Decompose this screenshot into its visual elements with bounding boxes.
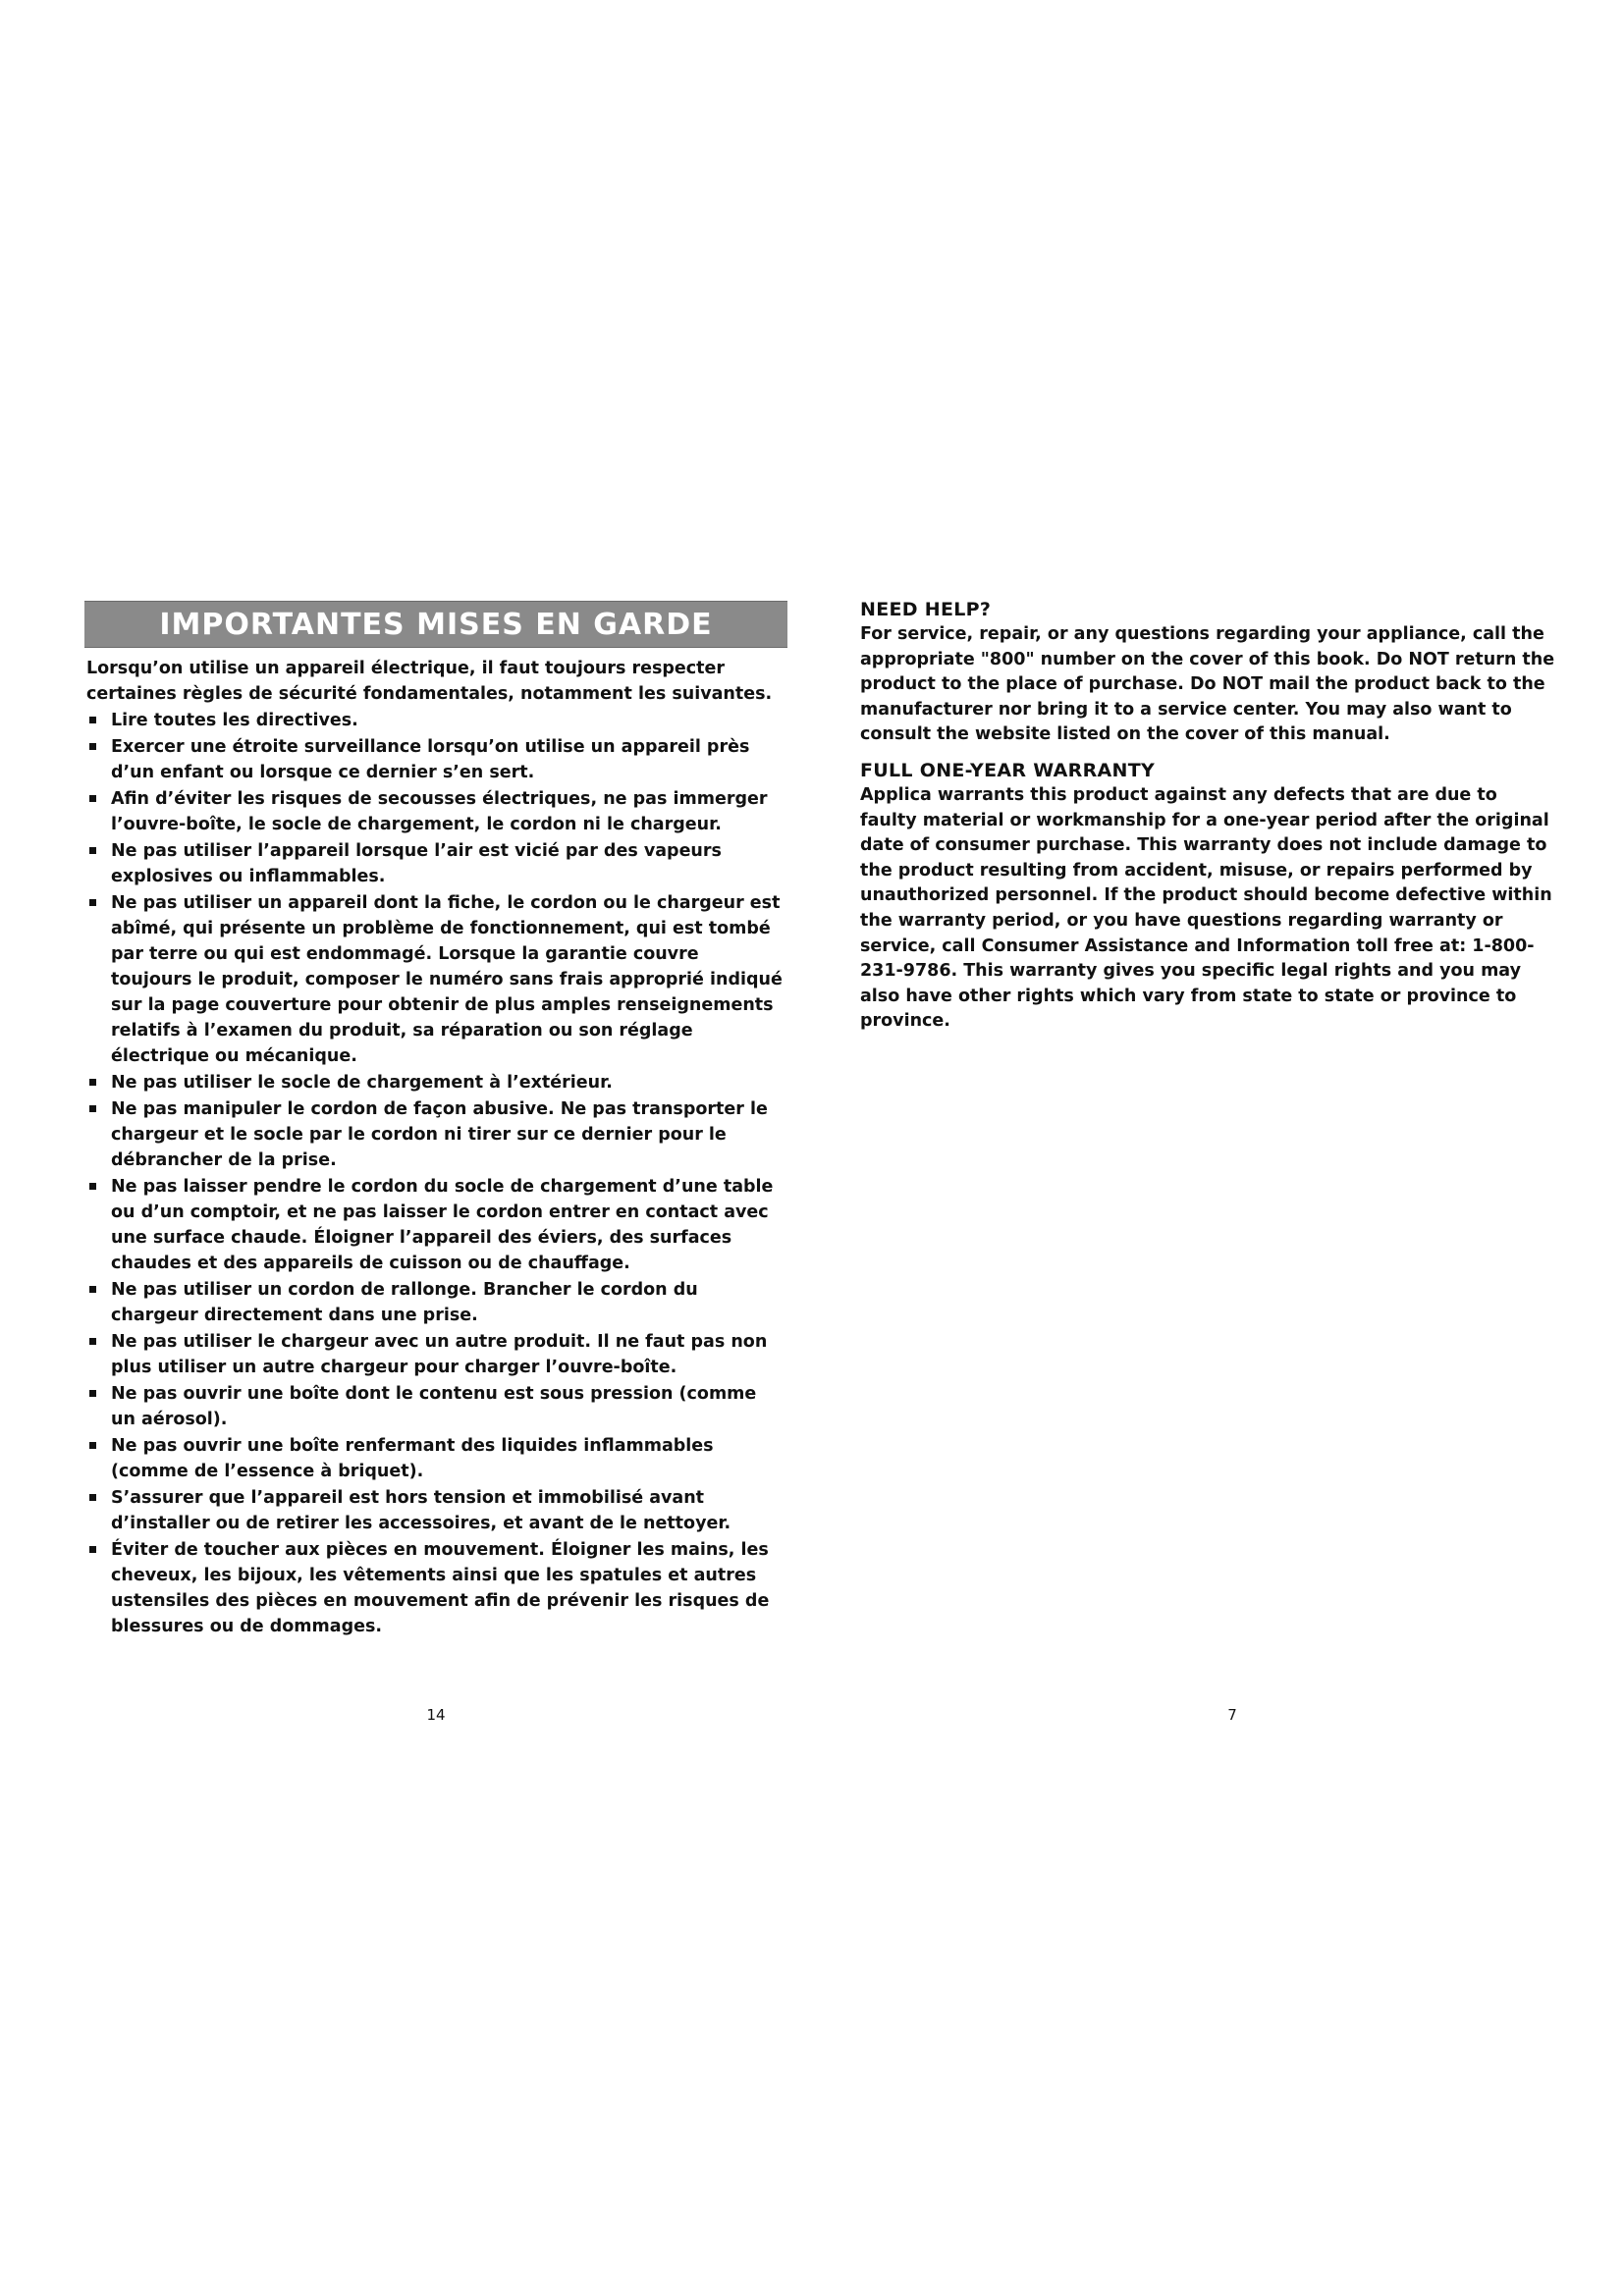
page-number: 7 xyxy=(1227,1706,1237,1724)
safety-rule-text: Ne pas utiliser le chargeur avec un autre produit. Il ne faut pas non plus utiliser un autre chargeur pour charger l’ouvre-boîte. xyxy=(111,1332,768,1377)
safety-rule-text: Éviter de toucher aux pièces en mouvement. Éloigner les mains, les cheveux, les bijoux, les vêtements ainsi que les spatules et autres ustensiles des pièces en mouvement afin de prévenir les risques de blessures ou de dommages. xyxy=(111,1540,770,1636)
safety-rule-item xyxy=(86,838,785,889)
page-right xyxy=(812,0,1624,2296)
need-help-heading: NEED HELP? xyxy=(860,599,992,620)
page-number: 14 xyxy=(426,1706,446,1724)
safety-rule-text: Ne pas utiliser le socle de chargement à l’extérieur. xyxy=(111,1073,613,1093)
safety-rule-item xyxy=(86,1485,785,1536)
square-bullet-icon xyxy=(89,1338,96,1345)
safety-rule-item xyxy=(86,1381,785,1432)
section-title: IMPORTANTES MISES EN GARDE xyxy=(159,607,713,642)
safety-rule-text: S’assurer que l’appareil est hors tension et immobilisé avant d’installer ou de retirer les accessoires, et avant de le nettoyer. xyxy=(111,1488,731,1533)
safety-rule-item xyxy=(86,1329,785,1380)
safety-rule-text: Afin d’éviter les risques de secousses électriques, ne pas immerger l’ouvre-boîte, le socle de chargement, le cordon ni le chargeur. xyxy=(111,789,768,834)
square-bullet-icon xyxy=(89,1286,96,1293)
square-bullet-icon xyxy=(89,847,96,854)
square-bullet-icon xyxy=(89,1183,96,1190)
help-warranty-section xyxy=(860,597,1559,1044)
safety-rule-item xyxy=(86,890,785,1069)
safety-rule-text: Ne pas utiliser un appareil dont la fiche, le cordon ou le chargeur est abîmé, qui présente un problème de fonctionnement, qui est tombé par terre ou qui est endommagé. Lorsque la garantie couvre toujours le produit, composer le numéro sans frais approprié indiqué sur la page couverture pour obtenir de plus amples renseignements relatifs à l’examen du produit, sa réparation ou son réglage électrique ou mécanique. xyxy=(111,893,783,1066)
safety-rule-text: Ne pas manipuler le cordon de façon abusive. Ne pas transporter le chargeur et le socle par le cordon ni tirer sur ce dernier pour le débrancher de la prise. xyxy=(111,1099,768,1170)
square-bullet-icon xyxy=(89,1105,96,1112)
safety-rule-text: Exercer une étroite surveillance lorsqu’on utilise un appareil près d’un enfant ou lorsque ce dernier s’en sert. xyxy=(111,737,750,782)
warranty-heading: FULL ONE-YEAR WARRANTY xyxy=(860,759,1156,781)
square-bullet-icon xyxy=(89,717,96,723)
section-banner xyxy=(84,601,787,648)
safety-rule-text: Ne pas utiliser l’appareil lorsque l’air est vicié par des vapeurs explosives ou inflammables. xyxy=(111,841,722,886)
safety-rule-item xyxy=(86,786,785,837)
safety-rules-list xyxy=(86,708,785,1639)
safety-rule-item xyxy=(86,708,785,733)
safety-rule-text: Ne pas ouvrir une boîte dont le contenu est sous pression (comme un aérosol). xyxy=(111,1384,757,1429)
intro-paragraph: Lorsqu’on utilise un appareil électrique, il faut toujours respecter certaines règles de sécurité fondamentales, notamment les suivantes. xyxy=(86,659,773,704)
warranty-paragraph: Applica warrants this product against any defects that are due to faulty material or workmanship for a one-year period after the original date of consumer purchase. This warranty does not include damage to the product resulting from accident, misuse, or repairs performed by unauthorized personnel. If the product should become defective within the warranty period, or you have questions regarding warranty or service, call Consumer Assistance and Information toll free at: 1-800-231-9786. This warranty gives you specific legal rights and you may also have other rights which vary from state to state or province to province. xyxy=(860,784,1552,1032)
safety-rule-item xyxy=(86,1277,785,1328)
safety-section xyxy=(86,656,785,1640)
safety-rule-text: Ne pas ouvrir une boîte renfermant des liquides inflammables (comme de l’essence à briquet). xyxy=(111,1436,714,1481)
safety-rule-text: Lire toutes les directives. xyxy=(111,711,358,730)
safety-rule-item xyxy=(86,734,785,785)
square-bullet-icon xyxy=(89,1546,96,1553)
square-bullet-icon xyxy=(89,743,96,750)
safety-rule-item xyxy=(86,1096,785,1173)
safety-rule-text: Ne pas utiliser un cordon de rallonge. Brancher le cordon du chargeur directement dans une prise. xyxy=(111,1280,698,1325)
safety-rule-text: Ne pas laisser pendre le cordon du socle de chargement d’une table ou d’un comptoir, et ne pas laisser le cordon entrer en contact avec une surface chaude. Éloigner l’appareil des éviers, des surfaces chaudes et des appareils de cuisson ou de chauffage. xyxy=(111,1177,774,1273)
square-bullet-icon xyxy=(89,1494,96,1501)
need-help-paragraph: For service, repair, or any questions regarding your appliance, call the appropriate "800" number on the cover of this book. Do NOT return the product to the place of purchase. Do NOT mail the product back to the manufacturer nor bring it to a service center. You may also want to consult the website listed on the cover of this manual. xyxy=(860,624,1555,745)
square-bullet-icon xyxy=(89,1390,96,1397)
safety-rule-item xyxy=(86,1070,785,1095)
safety-rule-item xyxy=(86,1174,785,1276)
square-bullet-icon xyxy=(89,1442,96,1449)
square-bullet-icon xyxy=(89,795,96,802)
safety-rule-item xyxy=(86,1537,785,1639)
square-bullet-icon xyxy=(89,1079,96,1086)
safety-rule-item xyxy=(86,1433,785,1484)
square-bullet-icon xyxy=(89,899,96,906)
